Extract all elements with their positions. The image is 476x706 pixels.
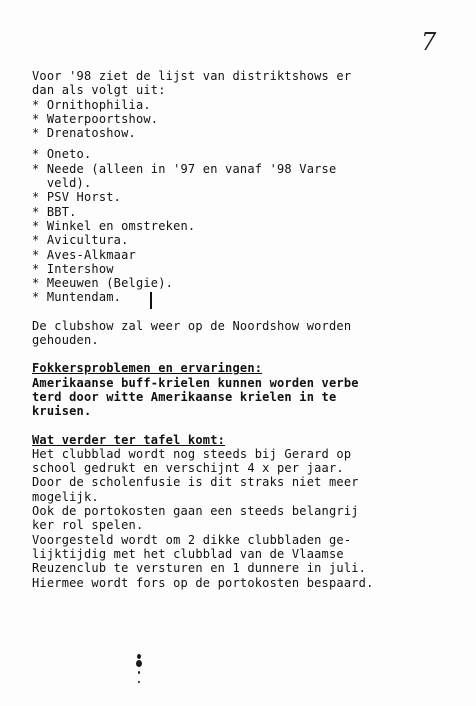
page-number: 7	[421, 28, 437, 56]
list-item: * Oneto.	[32, 147, 92, 162]
list-item: * Drenatoshow.	[32, 126, 136, 141]
list-item: * Intershow	[32, 261, 114, 276]
spacer	[32, 305, 452, 319]
list-item: * Avicultura.	[32, 233, 129, 248]
section-line: kruisen.	[32, 404, 92, 419]
section-line: terd door witte Amerikaanse krielen in te	[32, 389, 337, 404]
list-item: * BBT.	[32, 204, 77, 219]
section-line: lijktijdig met het clubblad van de Vlaamse	[32, 546, 344, 561]
list-item: * Aves-Alkmaar	[32, 247, 136, 262]
ink-smudge	[136, 654, 142, 688]
clubshow-line: De clubshow zal weer op de Noordshow worden	[32, 318, 352, 333]
list-item: * Muntendam.	[32, 290, 122, 305]
list-item: * Waterpoortshow.	[32, 111, 159, 126]
list-item: veld).	[32, 176, 92, 191]
spacer	[32, 347, 452, 361]
clubshow-line: gehouden.	[32, 333, 99, 348]
list-item: * Meeuwen (Belgie).	[32, 276, 174, 291]
section-line: school gedrukt en verschijnt 4 x per jaar.	[32, 461, 344, 476]
list-item: * Winkel en omstreken.	[32, 218, 196, 233]
section-line: Door de scholenfusie is dit straks niet meer	[32, 475, 359, 490]
document-body	[32, 69, 452, 590]
section-line: Hiermee wordt fors op de portokosten bespaard.	[32, 575, 374, 590]
list-item: * Ornithophilia.	[32, 97, 151, 112]
intro-line: Voor '98 ziet de lijst van distriktshows er	[32, 69, 352, 83]
spacer	[32, 140, 452, 147]
pen-mark	[150, 292, 152, 309]
section-line: Amerikaanse buff-krielen kunnen worden verbe	[32, 375, 359, 390]
list-item: * Neede (alleen in '97 en vanaf '98 Varse	[32, 161, 337, 176]
list-item: * PSV Horst.	[32, 190, 122, 205]
spacer	[32, 419, 452, 433]
section-line: mogelijk.	[32, 489, 99, 504]
section-heading: Wat verder ter tafel komt:	[32, 432, 226, 447]
intro-line: dan als volgt uit:	[32, 83, 166, 98]
section-line: Het clubblad wordt nog steeds bij Gerard op	[32, 446, 352, 461]
section-line: Voorgesteld wordt om 2 dikke clubbladen ge-	[32, 532, 352, 547]
section-line: Reuzenclub te versturen en 1 dunnere in juli.	[32, 561, 367, 576]
section-heading: Fokkersproblemen en ervaringen:	[32, 361, 263, 376]
section-line: ker rol spelen.	[32, 518, 144, 533]
section-line: Ook de portokosten gaan een steeds belangrij	[32, 504, 359, 519]
